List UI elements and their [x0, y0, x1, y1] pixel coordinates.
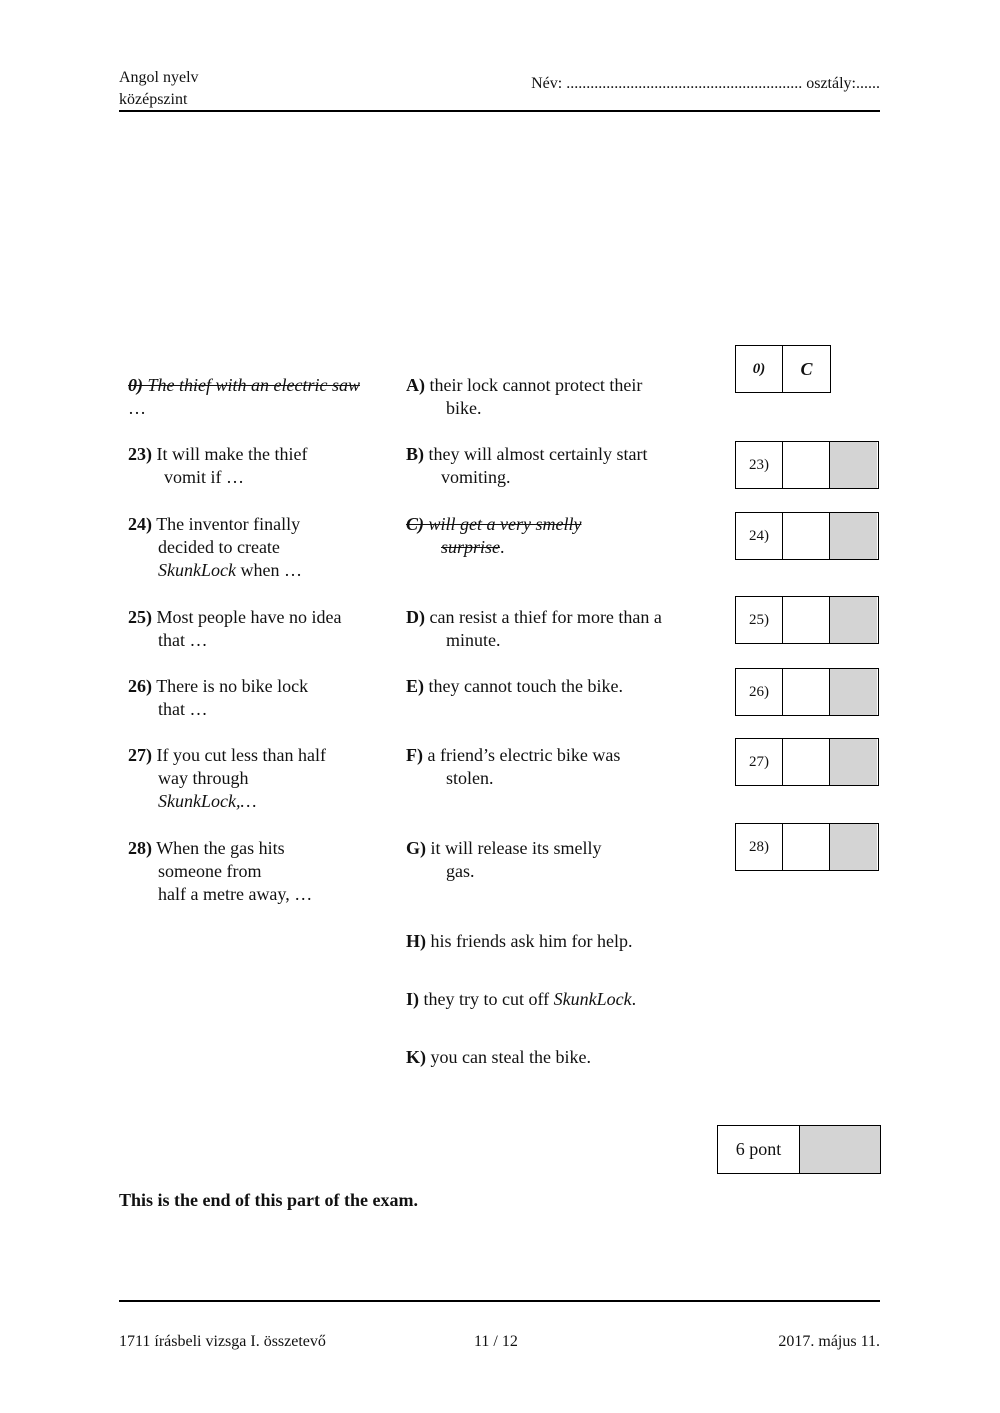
- answer-box-label: 26): [736, 669, 783, 715]
- answer-box-27: [735, 738, 879, 786]
- answer-input-cell[interactable]: [783, 442, 830, 488]
- option-b: B) they will almost certainly start vomiting.: [406, 444, 648, 487]
- answer-box-26: [735, 668, 879, 716]
- option-g: G) it will release its smelly gas.: [406, 838, 602, 881]
- footer-divider: [119, 1300, 880, 1302]
- score-cell: [830, 739, 877, 785]
- answer-input-cell[interactable]: [783, 739, 830, 785]
- question-0: 0) The thief with an electric saw …: [128, 375, 360, 418]
- points-box: [717, 1125, 881, 1174]
- footer-page-number: 11 / 12: [474, 1333, 518, 1350]
- end-of-part-text: This is the end of this part of the exam.: [119, 1190, 419, 1210]
- answer-box-label: 24): [736, 513, 783, 559]
- answer-box-23: [735, 441, 879, 489]
- option-a: A) their lock cannot protect their bike.: [406, 375, 643, 418]
- option-f: F) a friend’s electric bike was stolen.: [406, 745, 621, 788]
- score-cell: [830, 824, 877, 870]
- question-24: 24) The inventor finally decided to create SkunkLock when …: [128, 514, 302, 580]
- answer-box-example-label: 0): [736, 346, 783, 392]
- answer-box-label: 23): [736, 442, 783, 488]
- answer-input-cell[interactable]: [783, 513, 830, 559]
- score-cell: [830, 513, 877, 559]
- question-28: 28) When the gas hits someone from half a metre away, …: [128, 838, 313, 904]
- question-26: 26) There is no bike lock that …: [128, 676, 309, 719]
- answer-input-cell[interactable]: [783, 597, 830, 643]
- option-e: E) they cannot touch the bike.: [406, 676, 623, 696]
- score-cell: [830, 597, 877, 643]
- points-label: 6 pont: [718, 1126, 800, 1173]
- answer-box-example-answer: C: [800, 358, 813, 379]
- answer-box-25: [735, 596, 879, 644]
- answer-input-cell[interactable]: [783, 669, 830, 715]
- answer-box-24: [735, 512, 879, 560]
- answer-input-cell[interactable]: [783, 824, 830, 870]
- header-divider: [119, 110, 880, 112]
- footer-date: 2017. május 11.: [778, 1333, 880, 1350]
- answer-box-28: [735, 823, 879, 871]
- answer-box-label: 25): [736, 597, 783, 643]
- footer-exam-code: 1711 írásbeli vizsga I. összetevő: [119, 1333, 326, 1350]
- question-25: 25) Most people have no idea that …: [128, 607, 342, 650]
- subject-label: Angol nyelv: [119, 69, 199, 86]
- header-subject-block: [119, 67, 199, 111]
- score-cell: [830, 669, 877, 715]
- option-k: K) you can steal the bike.: [406, 1047, 591, 1067]
- score-cell: [830, 442, 877, 488]
- name-field: Név: ........................................................... osztály:......: [531, 75, 880, 92]
- option-h: H) his friends ask him for help.: [406, 931, 633, 951]
- option-d: D) can resist a thief for more than a minute.: [406, 607, 662, 650]
- option-i: I) they try to cut off SkunkLock.: [406, 989, 637, 1009]
- question-23: 23) It will make the thief vomit if …: [128, 444, 308, 487]
- answer-box-example: [735, 345, 831, 393]
- answer-box-label: 27): [736, 739, 783, 785]
- answer-box-label: 28): [736, 824, 783, 870]
- question-27: 27) If you cut less than half way through SkunkLock,…: [128, 745, 326, 811]
- level-label: középszint: [119, 91, 188, 108]
- option-c: C) will get a very smelly surprise.: [406, 514, 582, 557]
- points-score-cell: [800, 1126, 880, 1173]
